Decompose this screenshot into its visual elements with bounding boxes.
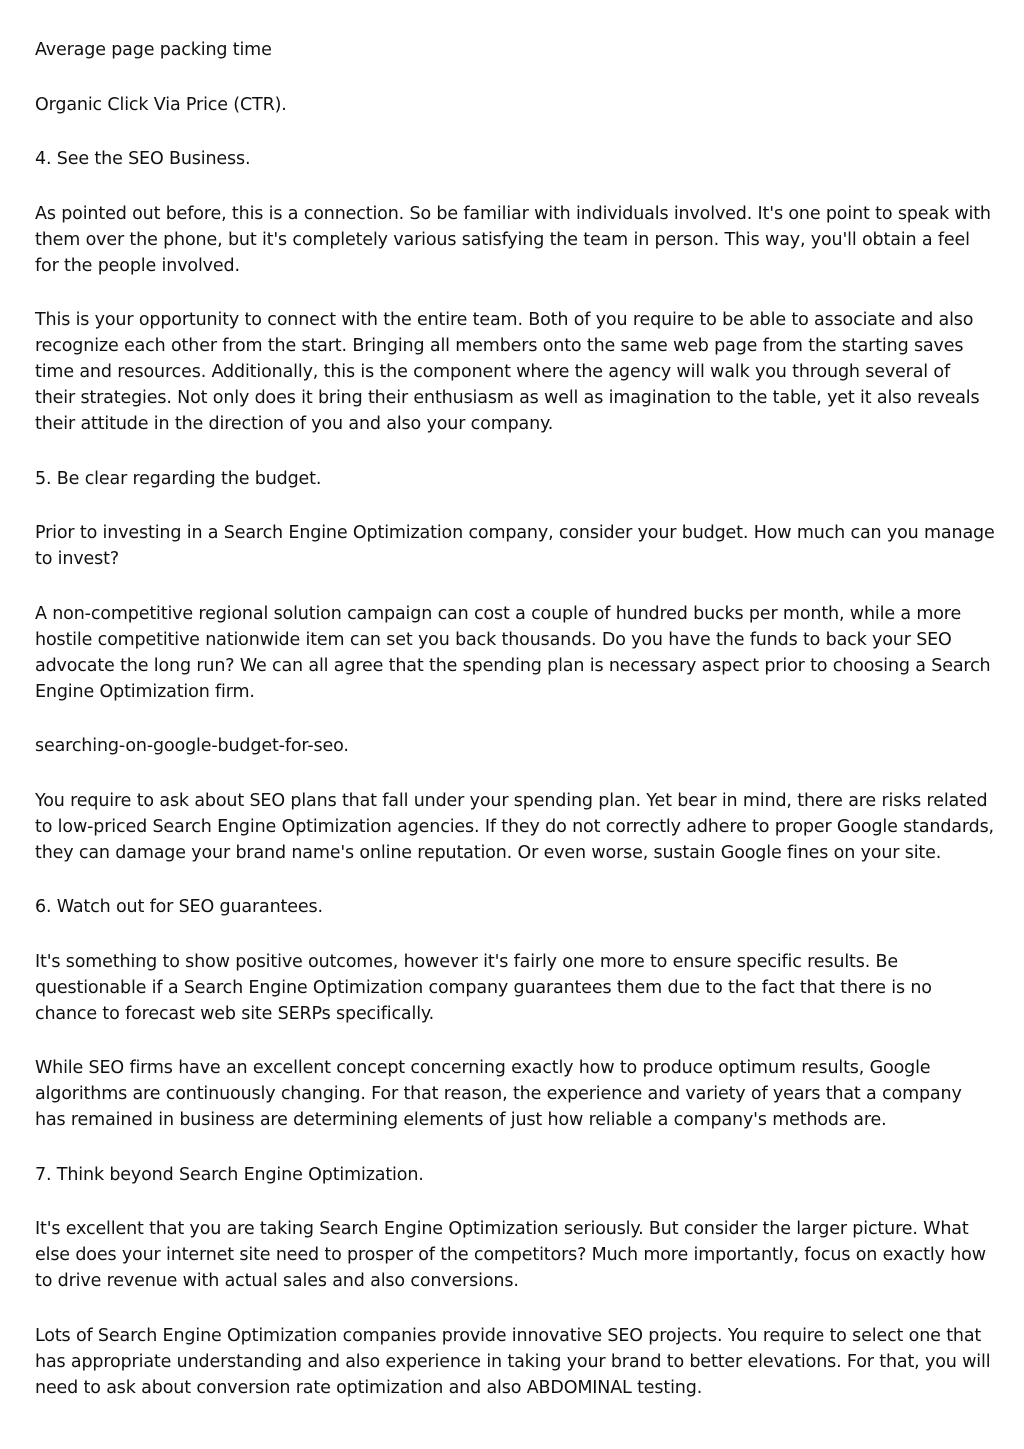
paragraph-innovative-projects: Lots of Search Engine Optimization companies provide innovative SEO projects. You require to select one that has appropriate understanding and also experience in taking your brand to better elevations. For that, you will need to ask about conversion rate optimization and also ABDOMINAL testing.	[35, 1325, 991, 1398]
heading-see-seo-business: 4. See the SEO Business.	[35, 149, 251, 169]
document-page	[35, 37, 995, 1429]
paragraph-seo-plans: You require to ask about SEO plans that fall under your spending plan. Yet bear in mind, there are risks related to low-priced Search Engine Optimization agencies. If they do not correctly adhere to proper Google standards, they can damage your brand name's online reputation. Or even worse, sustain Google fines on your site.	[35, 790, 994, 863]
paragraph-consider-budget: Prior to investing in a Search Engine Optimization company, consider your budget. How much can you manage to invest?	[35, 523, 995, 569]
heading-budget: 5. Be clear regarding the budget.	[35, 468, 322, 489]
paragraph-algorithms: While SEO firms have an excellent concept concerning exactly how to produce optimum results, Google algorithms are continuously changing. For that reason, the experience and variety of years that a company has remained in business are determining elements of just how reliable a company's methods are.	[35, 1058, 962, 1130]
paragraph-specific-results: It's something to show positive outcomes, however it's fairly one more to ensure specific results. Be questionable if a Search Engine Optimization company guarantees them due to the fact that there is no chance to forecast web site SERPs specifically.	[35, 951, 932, 1024]
paragraph-ctr: Organic Click Via Price (CTR).	[35, 94, 287, 115]
heading-seo-guarantees: 6. Watch out for SEO guarantees.	[35, 897, 323, 917]
paragraph-larger-picture: It's excellent that you are taking Search Engine Optimization seriously. But consider the larger picture. What else does your internet site need to prosper of the competitors? Much more importantly, focus on exactly how to drive revenue with actual sales and also conversions.	[35, 1219, 986, 1291]
paragraph-page-load-time: Average page packing time	[35, 40, 272, 60]
heading-think-beyond: 7. Think beyond Search Engine Optimization.	[35, 1164, 424, 1185]
paragraph-connect-team: This is your opportunity to connect with the entire team. Both of you require to be able to associate and also recognize each other from the start. Bringing all members onto the same web page from the starting saves time and resources. Additionally, this is the component where the agency will walk you through several of their strategies. Not only does it bring their enthusiasm as well as imagination to the table, yet it also reveals their attitude in the direction of you and also your company.	[35, 310, 980, 434]
paragraph-connection: As pointed out before, this is a connection. So be familiar with individuals involved. It's one point to speak with them over the phone, but it's completely various satisfying the team in person. This way, you'll obtain a feel for the people involved.	[35, 203, 991, 276]
paragraph-campaign-cost: A non-competitive regional solution campaign can cost a couple of hundred bucks per month, while a more hostile competitive nationwide item can set you back thousands. Do you have the funds to back your SEO advocate the long run? We can all agree that the spending plan is necessary aspect prior to choosing a Search Engine Optimization firm.	[35, 603, 991, 702]
paragraph-image-caption: searching-on-google-budget-for-seo.	[35, 736, 349, 756]
